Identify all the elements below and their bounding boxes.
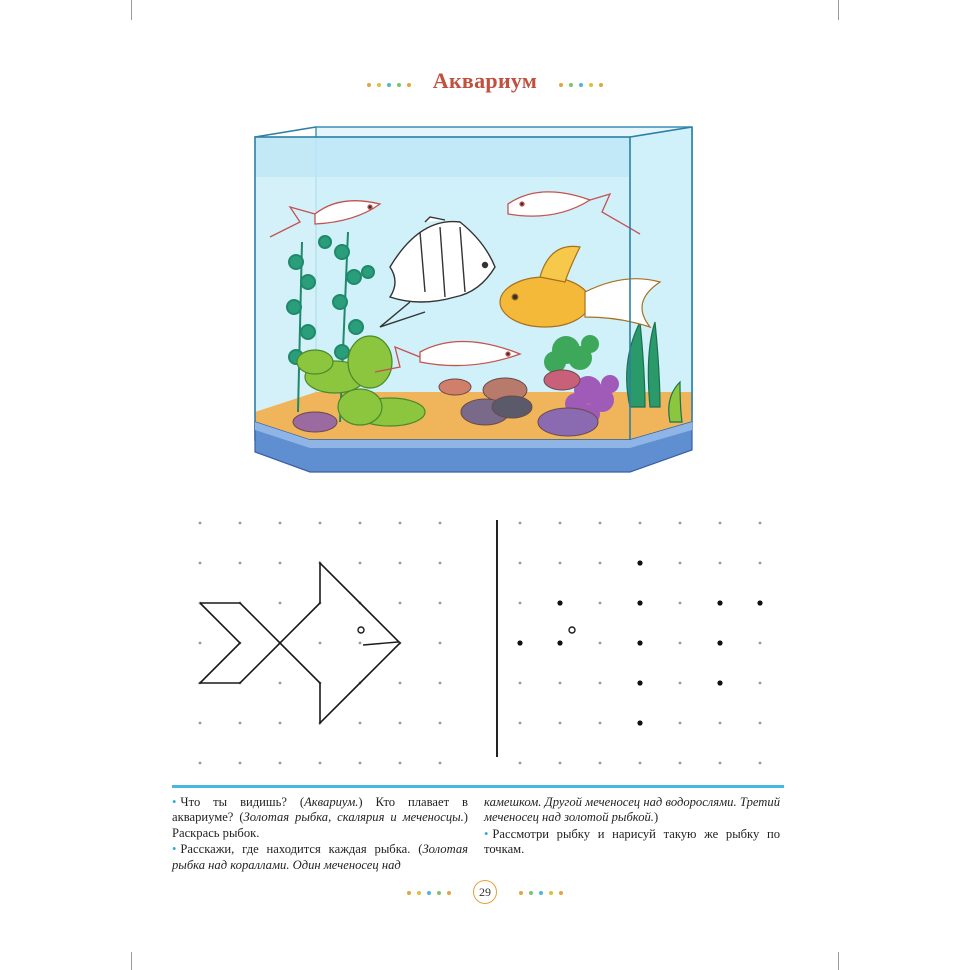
grid-dot [679, 522, 682, 525]
grid-dot [519, 722, 522, 725]
target-dot [757, 600, 762, 605]
grid-dot [439, 522, 442, 525]
grid-dot [359, 722, 362, 725]
grid-dot [439, 562, 442, 565]
grid-dot [199, 642, 202, 645]
grid-dot [719, 722, 722, 725]
grid-dot [319, 642, 322, 645]
grid-dot [519, 762, 522, 765]
instructions-left-column [172, 795, 468, 874]
grid-dot [759, 722, 762, 725]
bullet-icon: • [172, 842, 177, 857]
grid-dot [439, 682, 442, 685]
grid-dot [759, 762, 762, 765]
grid-dot [279, 562, 282, 565]
target-dot [717, 600, 722, 605]
target-dot [637, 680, 642, 685]
grid-dot [719, 562, 722, 565]
grid-dot [239, 762, 242, 765]
page-title: Аквариум [432, 68, 538, 93]
grid-dot [559, 722, 562, 725]
instruction-3: • Рассмотри рыбку и нарисуй такую же рыбку по точкам. [484, 826, 780, 857]
grid-dot [359, 522, 362, 525]
grid-dot [559, 762, 562, 765]
grid-dot [759, 682, 762, 685]
grid-dot [439, 722, 442, 725]
target-dot [557, 600, 562, 605]
crop-mark-bottom-left [131, 952, 132, 970]
grid-dot [359, 642, 362, 645]
grid-dot [519, 682, 522, 685]
target-dot [637, 600, 642, 605]
grid-dot [199, 762, 202, 765]
grid-dot [719, 762, 722, 765]
grid-dot [719, 522, 722, 525]
aquarium-water-surface [255, 137, 630, 177]
grid-dot [439, 642, 442, 645]
grid-dot [759, 522, 762, 525]
grid-dot [279, 682, 282, 685]
grid-dot [239, 722, 242, 725]
dot-ornament-icon [404, 883, 454, 902]
grid-dot [559, 522, 562, 525]
title-row [0, 68, 970, 94]
fish-outline [200, 563, 400, 723]
grid-dot [679, 562, 682, 565]
crop-mark-bottom-right [838, 952, 839, 970]
grid-dot [319, 522, 322, 525]
fish-mouth [363, 642, 398, 645]
grid-dot [639, 762, 642, 765]
page-number: 29 [473, 880, 497, 904]
grid-dot [399, 762, 402, 765]
page-number-row [0, 880, 970, 904]
grid-dot [559, 562, 562, 565]
grid-dot [599, 522, 602, 525]
instruction-2-continued: камешком. Другой меченосец над водорослями. Третий меченосец над золотой рыбкой.) [484, 795, 780, 825]
dot-ornament-icon [556, 74, 606, 93]
grid-dot [399, 562, 402, 565]
grid-dot [599, 562, 602, 565]
target-dot [557, 640, 562, 645]
instructions-right-column [484, 795, 780, 859]
grid-dot [359, 562, 362, 565]
grid-dot [399, 722, 402, 725]
grid-dot [519, 602, 522, 605]
grid-dot [319, 762, 322, 765]
grid-dot [279, 722, 282, 725]
grid-dot [679, 762, 682, 765]
crop-mark-top-left [131, 0, 132, 20]
grid-dot [359, 762, 362, 765]
target-dot [517, 640, 522, 645]
grid-dot [559, 682, 562, 685]
bullet-icon: • [484, 826, 489, 841]
grid-dot [439, 602, 442, 605]
crop-mark-top-right [838, 0, 839, 20]
grid-dot [759, 562, 762, 565]
target-eye [569, 627, 575, 633]
target-dot [637, 720, 642, 725]
grid-dot [399, 682, 402, 685]
fish-eye [358, 627, 364, 633]
grid-dot [399, 522, 402, 525]
section-divider [172, 785, 784, 788]
dot-ornament-icon [364, 74, 414, 93]
grid-dot [239, 562, 242, 565]
grid-dot [199, 722, 202, 725]
grid-dot [519, 522, 522, 525]
grid-dot [639, 522, 642, 525]
grid-dot [199, 522, 202, 525]
grid-dot [759, 642, 762, 645]
grid-dot [599, 682, 602, 685]
grid-dot [439, 762, 442, 765]
dot-ornament-icon [516, 883, 566, 902]
grid-dot [399, 602, 402, 605]
grid-dot [199, 562, 202, 565]
aquarium-illustration [250, 122, 700, 487]
instruction-2: • Расскажи, где находится каждая рыбка. (Золотая рыбка над кораллами. Один меченосец над [172, 842, 468, 872]
target-dot [717, 640, 722, 645]
grid-dot [239, 522, 242, 525]
grid-dot [279, 522, 282, 525]
instruction-1: • Что ты видишь? (Аквариум.) Кто плавает в аквариуме? (Золотая рыбка, скалярия и меченосцы.) Раскрась рыбок. [172, 795, 468, 840]
target-dot [637, 640, 642, 645]
grid-dot [279, 602, 282, 605]
grid-dot [599, 602, 602, 605]
bullet-icon: • [172, 795, 177, 809]
grid-dot [679, 682, 682, 685]
grid-dot [599, 642, 602, 645]
grid-dot [679, 642, 682, 645]
grid-dot [599, 762, 602, 765]
grid-dot [519, 562, 522, 565]
dot-grid-exercise [170, 505, 780, 775]
grid-dot [679, 602, 682, 605]
grid-dot [679, 722, 682, 725]
target-dot [637, 560, 642, 565]
target-dot [717, 680, 722, 685]
grid-dot [599, 722, 602, 725]
grid-dot [279, 762, 282, 765]
